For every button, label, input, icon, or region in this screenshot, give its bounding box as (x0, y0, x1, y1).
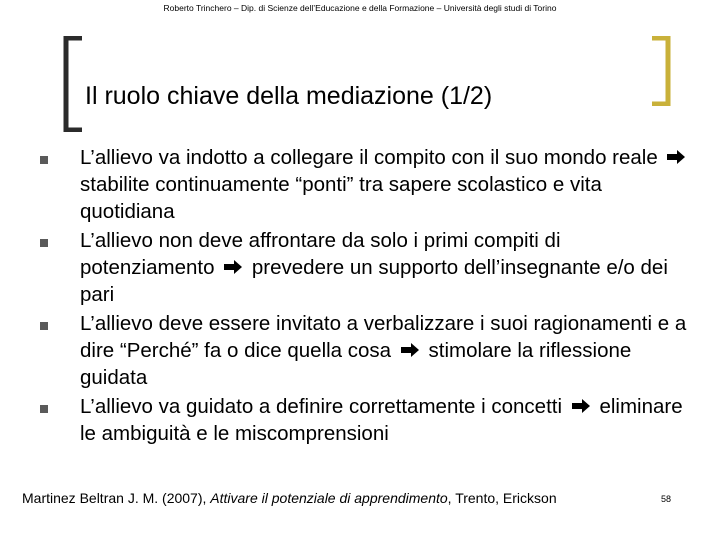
bullet-text-1a: L’allievo va indotto a collegare il compito con il suo mondo reale (80, 146, 658, 169)
slide-title: Il ruolo chiave della mediazione (1/2) (85, 82, 493, 110)
citation-publisher: , Trento, Erickson (447, 490, 557, 506)
bullet-item-1 (40, 144, 700, 225)
citation-authors: Martinez Beltran J. M. (2007), (22, 490, 211, 506)
bullet-item-2 (40, 227, 700, 308)
bullet-text-4a: L’allievo va guidato a definire correttamente i concetti (80, 395, 563, 418)
left-bracket-decoration (60, 36, 86, 132)
square-bullet-icon (40, 239, 48, 247)
page-number: 58 (661, 494, 672, 504)
square-bullet-icon (40, 156, 48, 164)
header-text: Roberto Trinchero – Dip. di Scienze dell’Educazione e della Formazione – Università degli studi di Torino (163, 3, 557, 13)
right-arrow-icon (571, 398, 591, 414)
footer-citation (22, 490, 557, 506)
bullet-item-3 (40, 310, 700, 391)
bullet-item-4 (40, 393, 700, 447)
right-bracket-decoration (648, 36, 674, 106)
right-arrow-icon (400, 342, 420, 358)
citation-title: Attivare il potenziale di apprendimento (210, 490, 448, 506)
bullet-text-3a: L’allievo deve essere invitato a verbalizzare i suoi ragionamenti e a dire “Perché” fa o dice quella cosa (80, 312, 687, 362)
right-arrow-icon (666, 149, 686, 165)
bullet-text-3b: stimolare la riflessione guidata (80, 339, 632, 389)
bullet-text-2a: L’allievo non deve affrontare da solo i primi compiti di potenziamento (80, 229, 561, 279)
bullet-list (40, 144, 700, 449)
right-arrow-icon (223, 259, 243, 275)
bullet-text-2b: prevedere un supporto dell’insegnante e/o dei pari (80, 256, 668, 306)
bullet-text-4b: eliminare le ambiguità e le miscomprensioni (80, 395, 683, 445)
square-bullet-icon (40, 405, 48, 413)
square-bullet-icon (40, 322, 48, 330)
bullet-text-1b: stabilite continuamente “ponti” tra sapere scolastico e vita quotidiana (80, 173, 602, 223)
